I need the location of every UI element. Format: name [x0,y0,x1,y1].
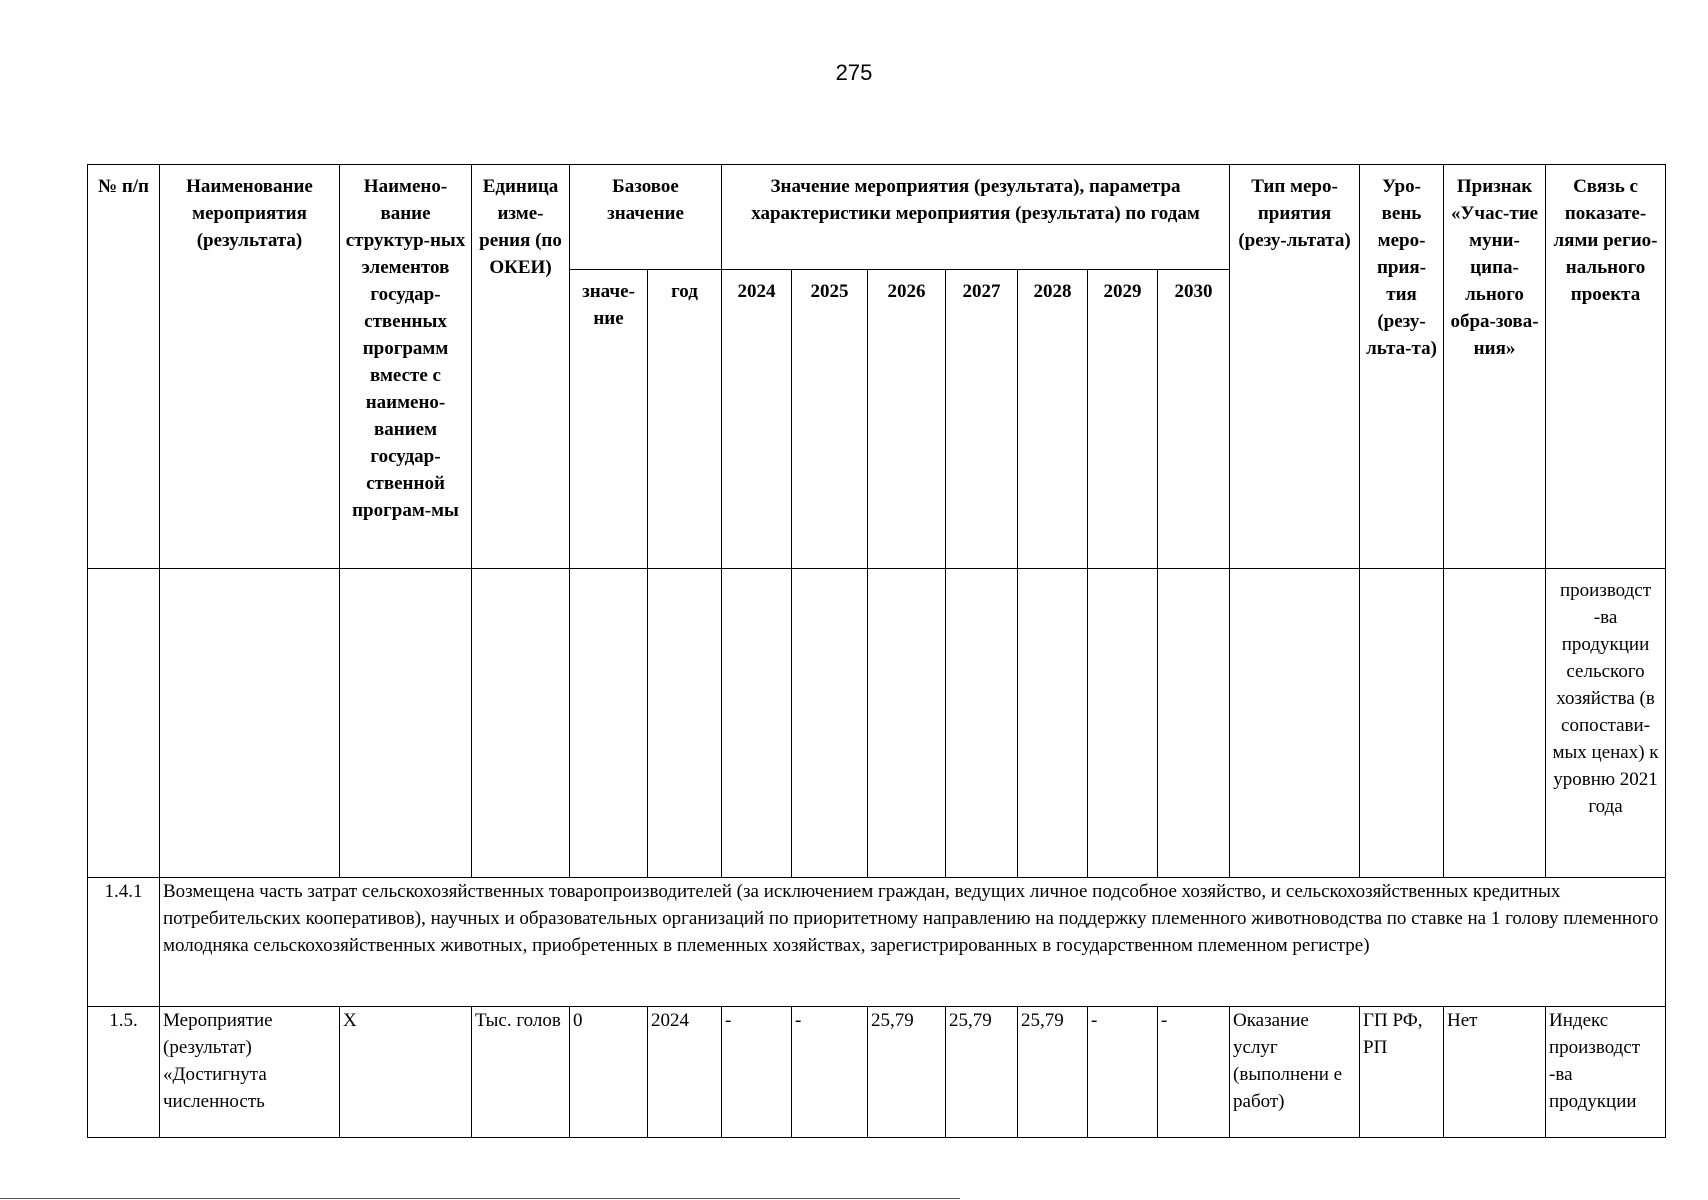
year-header: 2028 [1018,270,1088,569]
row-type: Оказание услуг (выполнени е работ) [1230,1007,1360,1138]
row-value-2029: - [1088,1007,1158,1138]
col-name-header: Наименование мероприятия (результата) [160,165,340,569]
row-value-2024: - [722,1007,792,1138]
row-level: ГП РФ, РП [1360,1007,1444,1138]
row-value-2025: - [792,1007,868,1138]
year-header: 2025 [792,270,868,569]
header-row [88,165,1666,270]
row-name: Мероприятие (результат) «Достигнута численность [160,1007,340,1138]
col-structural-header: Наимено-вание структур-ных элементов государ-ственных программ вместе с наимено-ванием государ-ственной програм-мы [340,165,472,569]
year-header: 2030 [1158,270,1230,569]
table-row [88,1007,1666,1138]
col-base-value-header: значе-ние [570,270,648,569]
row-value-2030: - [1158,1007,1230,1138]
col-type-header: Тип меро-приятия (резу-льтата) [1230,165,1360,569]
col-level-header: Уро-вень меро-прия-тия (резу-льта-та) [1360,165,1444,569]
continuation-row [88,569,1666,878]
row-value-2027: 25,79 [946,1007,1018,1138]
section-description: Возмещена часть затрат сельскохозяйственных товаропроизводителей (за исключением граждан, ведущих личное подсобное хозяйство, и сельскохозяйственных кредитных потребительских кооперативов), научных и образовательных организаций по приоритетному направлению на поддержку племенного животноводства по ставке на 1 голову племенного молодняка сельскохозяйственных животных, приобретенных в племенных хозяйствах, зарегистрированных в государственном племенном регистре) [160,878,1666,1007]
page-number: 275 [835,60,873,85]
footer-rule [0,1198,960,1199]
year-header: 2027 [946,270,1018,569]
row-base-year: 2024 [648,1007,722,1138]
link-continuation-cell: производст -ва продукции сельского хозяйства (в сопостави-мых ценах) к уровню 2021 года [1546,569,1666,878]
row-value-2026: 25,79 [868,1007,946,1138]
row-base-value: 0 [570,1007,648,1138]
col-base-year-header: год [648,270,722,569]
measures-table [87,164,1666,1138]
year-header: 2026 [868,270,946,569]
row-link: Индекс производст -ва продукции [1546,1007,1666,1138]
row-number: 1.5. [88,1007,160,1138]
section-row [88,878,1666,1007]
col-municipal-header: Признак «Учас-тие муни-ципа-льного обра-зова-ния» [1444,165,1546,569]
col-link-header: Связь с показате-лями регио-нального проекта [1546,165,1666,569]
row-value-2028: 25,79 [1018,1007,1088,1138]
col-values-header: Значение мероприятия (результата), параметра характеристики мероприятия (результата) по годам [722,165,1230,270]
row-unit: Тыс. голов [472,1007,570,1138]
col-base-header: Базовое значение [570,165,722,270]
year-header: 2029 [1088,270,1158,569]
section-number: 1.4.1 [88,878,160,1007]
col-unit-header: Единица изме-рения (по ОКЕИ) [472,165,570,569]
col-num-header: № п/п [88,165,160,569]
row-structural: Х [340,1007,472,1138]
year-header: 2024 [722,270,792,569]
row-municipal: Нет [1444,1007,1546,1138]
